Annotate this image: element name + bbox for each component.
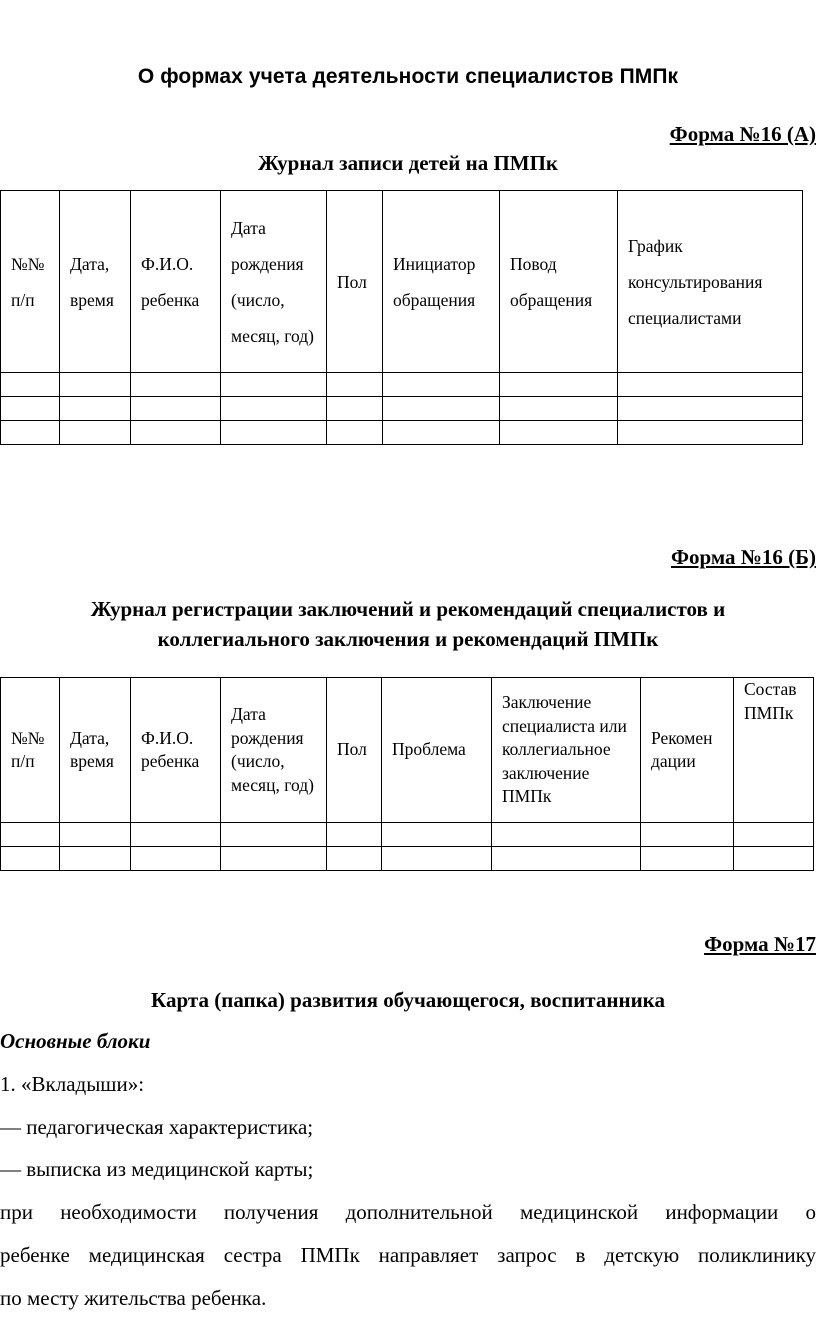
form-16b-table <box>0 677 814 871</box>
col-header-initiator: Инициатор обращения <box>383 191 500 373</box>
form-16a-table <box>0 190 803 445</box>
form-16b-heading-line-1: Журнал регистрации заключений и рекомендаций специалистов и <box>90 597 726 621</box>
table-header-row <box>1 191 803 373</box>
col-header-child-name: Ф.И.О. ребенка <box>131 191 221 373</box>
col-header-child-name: Ф.И.О. ребенка <box>131 678 221 823</box>
paragraph-line-3: по месту жительства ребенка. <box>0 1286 267 1310</box>
list-item-medical-extract: — выписка из медицинской карты; <box>0 1157 314 1181</box>
table-row <box>1 823 814 847</box>
col-header-recommendations: Рекомен дации <box>641 678 734 823</box>
list-item-pedagogical: — педагогическая характеристика; <box>0 1115 314 1139</box>
table-row <box>1 421 803 445</box>
col-header-date-time: Дата, время <box>60 191 131 373</box>
col-header-date-time: Дата, время <box>60 678 131 823</box>
paragraph-line-1: при необходимости получения дополнительной медицинской информации о <box>0 1200 816 1224</box>
document-title: О формах учета деятельности специалистов ПМПк <box>137 65 679 88</box>
form-16a-label: Форма №16 (А) <box>669 122 816 146</box>
col-header-sex: Пол <box>327 678 382 823</box>
col-header-schedule: График консультирования специалистами <box>618 191 803 373</box>
table-row <box>1 397 803 421</box>
form-17-heading: Карта (папка) развития обучающегося, воспитанника <box>151 988 665 1012</box>
col-header-birth-date: Дата рождения (число, месяц, год) <box>221 678 327 823</box>
col-header-composition: Состав ПМПк <box>734 678 814 823</box>
form-16a-heading: Журнал записи детей на ПМПк <box>257 151 559 175</box>
col-header-sex: Пол <box>327 191 383 373</box>
col-header-conclusion: Заключение специалиста или коллегиальное заключение ПМПк <box>492 678 641 823</box>
list-item-inserts: 1. «Вкладыши»: <box>0 1072 145 1096</box>
col-header-number: №№ п/п <box>1 191 60 373</box>
table-row <box>1 373 803 397</box>
col-header-reason: Повод обращения <box>500 191 618 373</box>
blocks-title: Основные блоки <box>0 1029 151 1053</box>
col-header-problem: Проблема <box>382 678 492 823</box>
form-17-label: Форма №17 <box>704 932 816 956</box>
form-16b-heading-line-2: коллегиального заключения и рекомендаций ПМПк <box>157 627 659 651</box>
col-header-birth-date: Дата рождения (число, месяц, год) <box>221 191 327 373</box>
col-header-number: №№ п/п <box>1 678 60 823</box>
table-row <box>1 847 814 871</box>
table-header-row <box>1 678 814 823</box>
form-16b-label: Форма №16 (Б) <box>670 545 816 569</box>
paragraph-line-2: ребенке медицинская сестра ПМПк направляет запрос в детскую поликлинику <box>0 1243 816 1267</box>
